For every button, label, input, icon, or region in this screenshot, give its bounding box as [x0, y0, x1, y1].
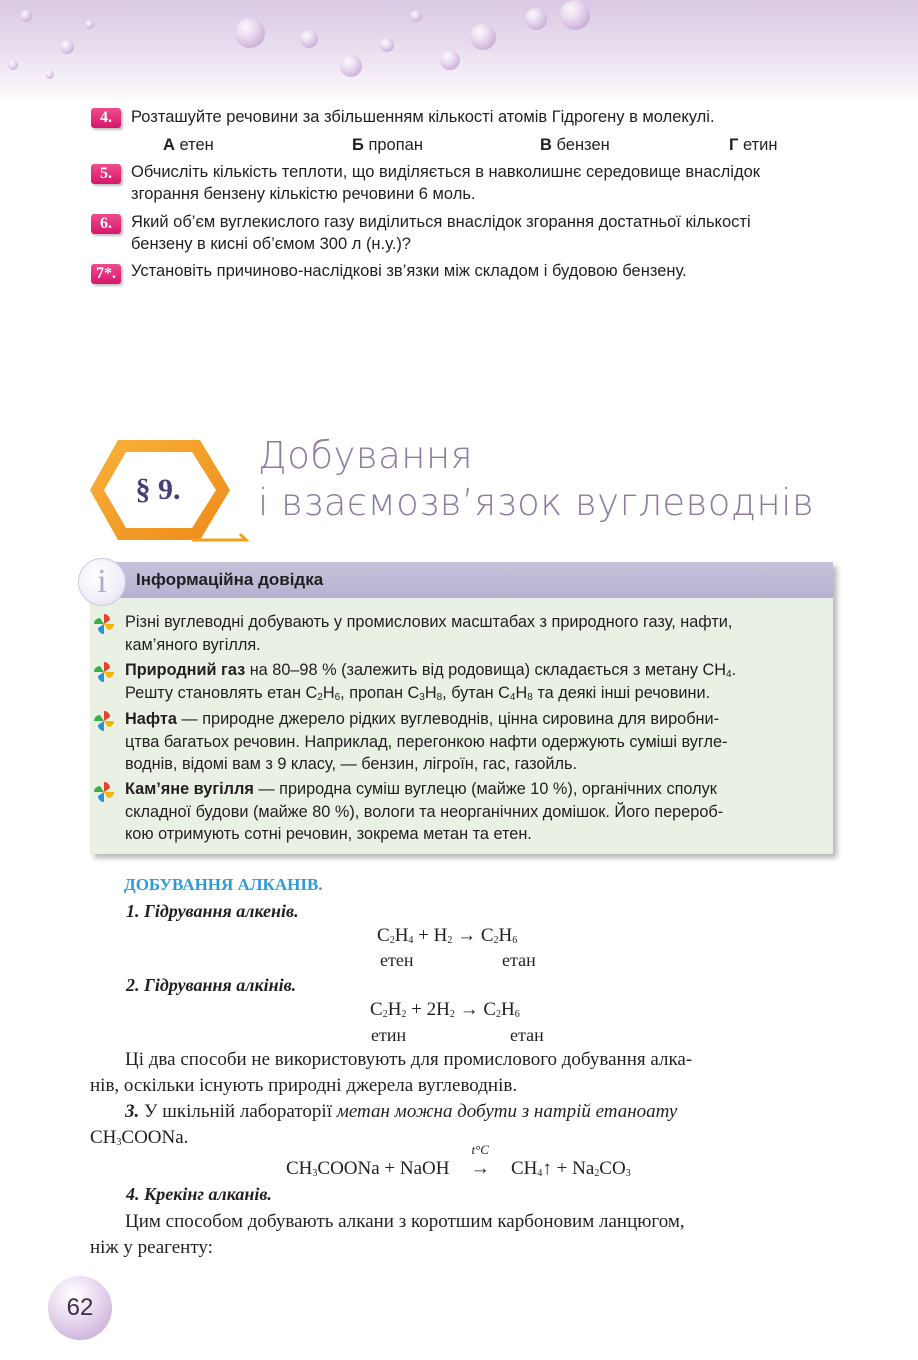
info-item-4: Кам’яне вугілля — природна суміш вуглецю (майже 10 %), органічних сполук складної будови (майже 80 %), вологи та неорганічних домішок. Його перероб- кою отримують сотні речовин, зокрема метан та етен.	[125, 780, 724, 843]
paragraph-3: Цим способом добувають алкани з коротшим карбоновим ланцюгом, ніж у реагенту:	[90, 1211, 685, 1258]
bubble-decoration	[60, 40, 74, 54]
pinwheel-icon	[92, 660, 116, 684]
bubble-decoration	[410, 10, 422, 22]
equation-1: $C_2H_4 + H_2 \to C_2H_6$	[377, 925, 518, 946]
equation-3: $CH_3COONa$ + NaOH → t°C $CH_4↑ + Na_2CO_3$	[286, 1142, 631, 1179]
method-2-heading: 2. Гідрування алкінів.	[126, 975, 297, 995]
bubble-decoration	[470, 24, 496, 50]
equation-1-label-left: етен	[380, 950, 414, 970]
question-number-5: 5.	[91, 164, 121, 184]
bubble-decoration	[525, 8, 547, 30]
option-c: В бензен	[540, 136, 610, 154]
equation-1-label-right: етан	[502, 950, 536, 970]
question-4-text: Розташуйте речовини за збільшенням кількості атомів Гідрогену в молекулі.	[131, 108, 715, 126]
bubble-decoration	[340, 55, 362, 77]
pinwheel-icon	[92, 780, 116, 804]
bubble-decoration	[45, 70, 54, 79]
pinwheel-icon	[92, 709, 116, 733]
question-6-text: Який об’єм вуглекислого газу виділиться внаслідок згорання достатньої кількості бензену в кисні об’ємом 300 л (н.у.)?	[131, 213, 751, 253]
info-item-2: Природний газ на 80–98 % (залежить від родовища) складається з метану $CH_4$. Решту становлять етан $C_2H_6$, пропан $C_3H_8$, бутан $C_4H_8$ та деякі інші речовини.	[125, 661, 737, 703]
page-number: 62	[48, 1276, 112, 1340]
bubble-decoration	[85, 20, 94, 29]
paragraph-1: Ці два способи не використовують для промислового добування алка- нів, оскільки існують природні джерела вуглеводнів.	[90, 1049, 693, 1096]
section-title-line1: Добування	[258, 434, 474, 477]
equation-2: $C_2H_2 + 2H_2 \to C_2H_6$	[370, 999, 520, 1020]
header-banner	[0, 0, 918, 104]
info-box-title: Інформаційна довідка	[136, 570, 324, 589]
bubble-decoration	[300, 30, 318, 48]
info-icon: i	[78, 558, 126, 606]
method-1-heading: 1. Гідрування алкенів.	[126, 901, 299, 921]
question-number-7: 7*.	[91, 264, 121, 284]
bubble-decoration	[8, 60, 18, 70]
option-b: Б пропан	[352, 136, 423, 154]
question-5-text: Обчисліть кількість теплоти, що виділяється в навколишнє середовище внаслідок згорання бензену кількістю речовини 6 моль.	[131, 163, 760, 203]
section-title-line2: і взаємозв’язок вуглеводнів	[258, 481, 815, 524]
section-heading: ДОБУВАННЯ АЛКАНІВ.	[124, 875, 323, 894]
question-number-6: 6.	[91, 214, 121, 234]
bubble-decoration	[380, 38, 394, 52]
section-number: § 9.	[135, 473, 181, 506]
question-number-4: 4.	[91, 108, 121, 128]
equation-2-label-left: етин	[371, 1025, 407, 1045]
question-7-text: Установіть причиново-наслідкові зв’язки між складом і будовою бензену.	[131, 262, 687, 280]
bubble-decoration	[560, 0, 590, 30]
method-4-heading: 4. Крекінг алканів.	[126, 1184, 272, 1204]
equation-2-label-right: етан	[510, 1025, 544, 1045]
section-badge	[88, 438, 258, 548]
pinwheel-icon	[92, 612, 116, 636]
info-item-1: Різні вуглеводні добувають у промислових масштабах з природного газу, нафти, кам’яного вугілля.	[125, 613, 733, 654]
option-d: Г етин	[729, 136, 778, 154]
bubble-decoration	[20, 10, 32, 22]
paragraph-2: 3. У шкільній лабораторії метан можна добути з натрій етаноату $CH_3COONa$.	[90, 1101, 678, 1148]
info-item-3: Нафта — природне джерело рідких вуглеводнів, цінна сировина для виробни- цтва багатьох речовин. Наприклад, перегонкою нафти одержують суміші вугле- воднів, відомі вам з 9 класу, — бензин, лігроїн, гас, газойль.	[125, 710, 728, 773]
bubble-decoration	[440, 50, 460, 70]
option-a: А етен	[163, 136, 214, 154]
bubble-decoration	[235, 18, 265, 48]
